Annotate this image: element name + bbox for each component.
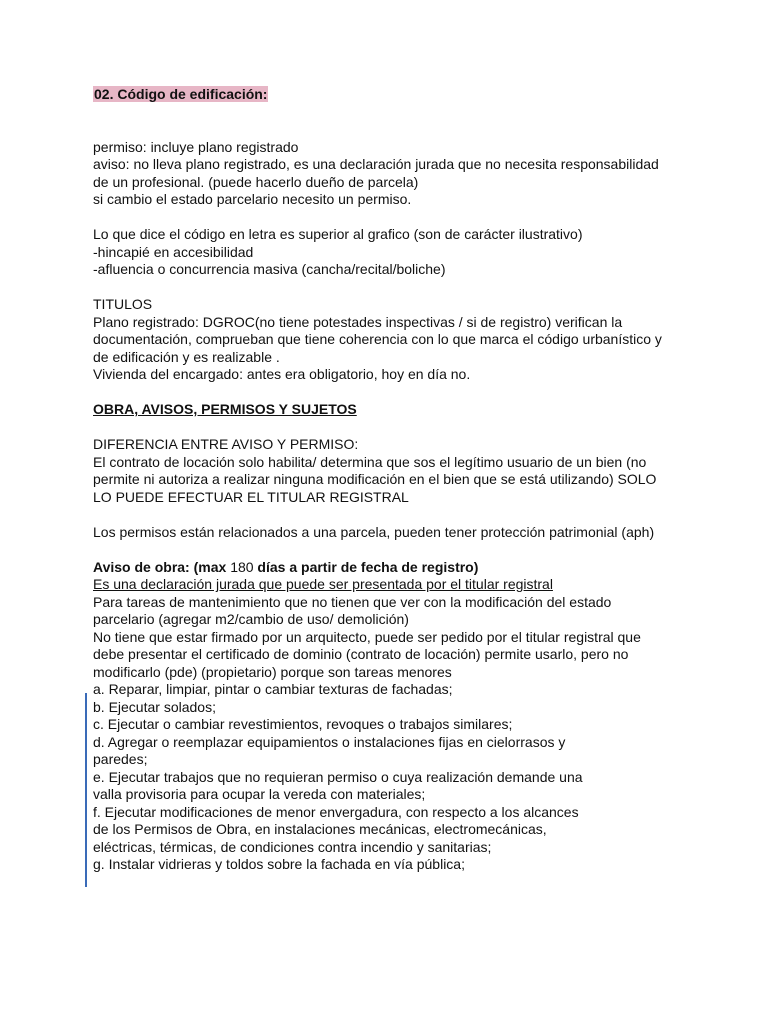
aviso-heading-number: 180 [230,558,254,575]
text-line: permite ni autoriza a realizar ninguna modificación en el bien que se está utilizando) SOLO [93,471,657,487]
document-content [93,86,683,874]
text-line: aviso: no lleva plano registrado, es una declaración jurada que no necesita responsabilidad [93,156,659,172]
list-item: g. Instalar vidrieras y toldos sobre la fachada en vía pública; [93,856,465,872]
document-title-line [93,86,683,104]
text-line: documentación, comprueban que tiene coherencia con lo que marca el código urbanístico y [93,331,662,347]
text-line: de un profesional. (puede hacerlo dueño de parcela) [93,173,419,190]
text-line: debe presentar el certificado de dominio (contrato de locación) permite usarlo, pero no [93,646,629,662]
section-contrato-locacion [93,454,683,507]
section-plano-registrado [93,314,683,384]
text-line: Para tareas de mantenimiento que no tienen que ver con la modificación del estado [93,593,612,610]
text-line: de edificación y es realizable . [93,348,280,365]
aviso-heading-part2: días a partir de fecha de registro) [253,558,479,575]
section-mantenimiento [93,594,683,682]
text-line: modificarlo (pde) (propietario) porque son tareas menores [93,663,452,680]
titulos-heading: TITULOS [93,296,153,312]
text-line: No tiene que estar firmado por un arquitecto, puede ser pedido por el titular registral que [93,628,641,645]
list-item: c. Ejecutar o cambiar revestimientos, revoques o trabajos similares; [93,716,513,732]
text-line: -afluencia o concurrencia masiva (cancha/recital/boliche) [93,261,446,277]
list-margin-bar [85,693,87,887]
aviso-heading-part1: Aviso de obra: (max [93,558,231,575]
list-item: b. Ejecutar solados; [93,698,216,715]
text-line: -hincapié en accesibilidad [93,243,254,260]
text-line: LO PUEDE EFECTUAR EL TITULAR REGISTRAL [93,488,409,505]
aviso-underlined-line: Es una declaración jurada que puede ser presentada por el titular registral [93,576,553,592]
list-item: a. Reparar, limpiar, pintar o cambiar texturas de fachadas; [93,681,453,697]
text-line: Vivienda del encargado: antes era obligatorio, hoy en día no. [93,366,471,382]
text-line: permiso: incluye plano registrado [93,138,299,155]
text-line: Lo que dice el código en letra es superior al grafico (son de carácter ilustrativo) [93,226,583,242]
text-line: Plano registrado: DGROC(no tiene potestades inspectivas / si de registro) verifican la [93,313,623,330]
list-item: valla provisoria para ocupar la vereda con materiales; [93,786,426,802]
section-permiso-aviso [93,139,683,209]
section-codigo-letra [93,226,683,279]
list-item: eléctricas, térmicas, de condiciones contra incendio y sanitarias; [93,838,492,855]
permisos-line: Los permisos están relacionados a una parcela, pueden tener protección patrimonial (aph) [93,523,655,540]
list-item: e. Ejecutar trabajos que no requieran permiso o cuya realización demande una [93,768,583,785]
list-item: d. Agregar o reemplazar equipamientos o instalaciones fijas en cielorrasos y [93,733,566,750]
obra-heading: OBRA, AVISOS, PERMISOS Y SUJETOS [93,401,357,417]
aviso-heading [93,559,683,577]
tareas-list [93,681,683,874]
list-item: f. Ejecutar modificaciones de menor envergadura, con respecto a los alcances [93,803,579,820]
text-line: El contrato de locación solo habilita/ determina que sos el legítimo usuario de un bien (no [93,453,647,470]
text-line: parcelario (agregar m2/cambio de uso/ demolición) [93,611,409,627]
diferencia-heading: DIFERENCIA ENTRE AVISO Y PERMISO: [93,436,359,452]
list-item: de los Permisos de Obra, en instalaciones mecánicas, electromecánicas, [93,821,547,837]
document-title: 02. Código de edificación: [94,86,268,102]
text-line: si cambio el estado parcelario necesito un permiso. [93,191,412,207]
list-item: paredes; [93,751,148,767]
